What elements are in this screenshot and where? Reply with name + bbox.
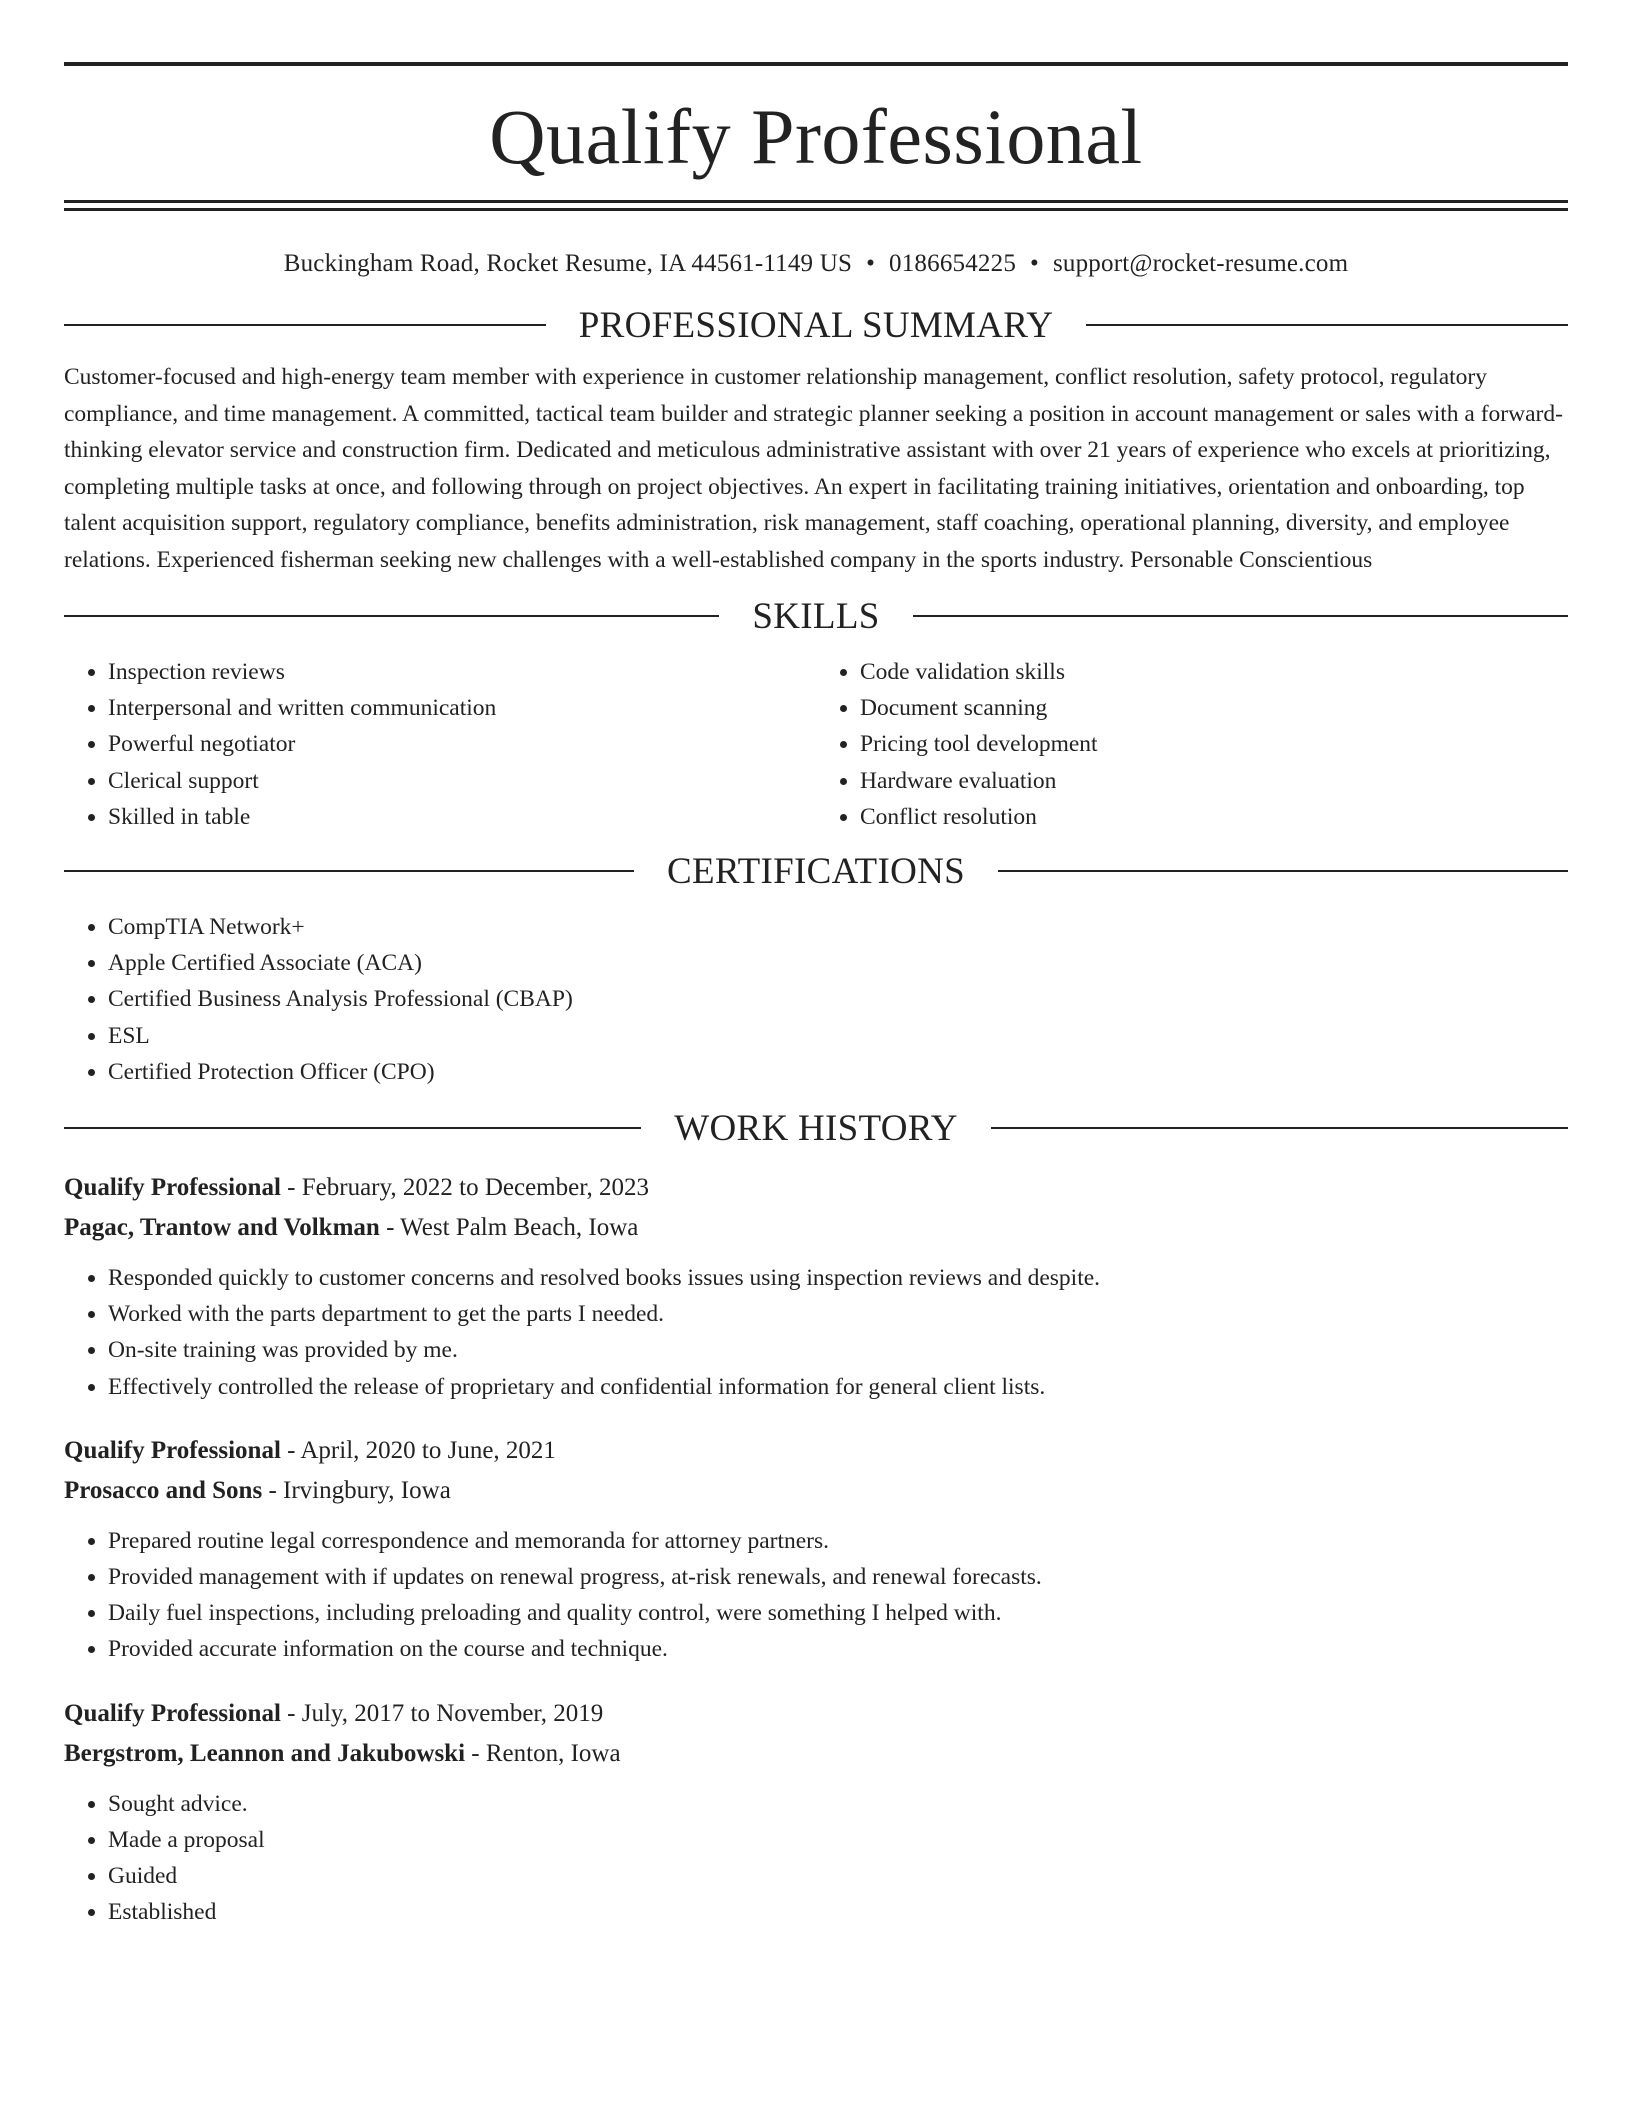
section-title: WORK HISTORY [674,1107,958,1149]
job-bullet: • Worked with the parts department to get the parts I needed. [108,1296,1568,1332]
job-title-line [64,1431,1568,1471]
job-entry [64,1694,1568,1931]
job-company-line [64,1471,1568,1511]
heading-rule-right [1086,324,1568,326]
job-company-line [64,1734,1568,1774]
skill-item: • Document scanning [860,690,1568,726]
job-bullet: • Made a proposal [108,1822,1568,1858]
heading-rule-left [64,870,634,872]
job-company-line [64,1208,1568,1248]
contact-address: Buckingham Road, Rocket Resume, IA 44561-1149 US [283,250,853,277]
job-title-line [64,1168,1568,1208]
heading-rule-left [64,1127,641,1129]
job-company: Prosacco and Sons [64,1476,263,1504]
job-location: - Renton, Iowa [465,1739,621,1767]
heading-rule-right [991,1127,1568,1129]
summary-text: Customer-focused and high-energy team member with experience in customer relationship management, conflict resolution, safety protocol, regulatory compliance, and time management. A committed, tactical team builder and strategic planner seeking a position in account management or sales with a forward-thinking elevator service and construction firm. Dedicated and meticulous administrative assistant with over 21 years of experience who excels at prioritizing, completing multiple tasks at once, and following through on project objectives. An expert in facilitating training initiatives, orientation and onboarding, top talent acquisition support, regulatory compliance, benefits administration, risk management, staff coaching, operational planning, diversity, and employee relations. Experienced fisherman seeking new challenges with a well-established company in the sports industry. Personable Conscientious [64,364,1563,573]
certification-item: • CompTIA Network+ [108,909,1568,945]
job-dates: - July, 2017 to November, 2019 [280,1699,604,1727]
heading-rule-left [64,324,546,326]
section-heading-skills [64,594,1568,638]
job-entry [64,1168,1568,1405]
job-entry [64,1431,1568,1668]
job-title: Qualify Professional [64,1436,281,1464]
skill-item: • Hardware evaluation [860,763,1568,799]
section-heading-certifications [64,849,1568,893]
skills-column-right [816,654,1568,835]
job-dates: - April, 2020 to June, 2021 [280,1436,556,1464]
section-title: PROFESSIONAL SUMMARY [578,304,1054,346]
job-bullets [64,1260,1568,1405]
job-bullet: • Responded quickly to customer concerns and resolved books issues using inspection reviews and despite. [108,1260,1568,1296]
job-title: Qualify Professional [64,1174,281,1202]
job-bullet: • Guided [108,1858,1568,1894]
contact-separator: • [866,250,876,277]
job-bullet: • Provided accurate information on the course and technique. [108,1631,1568,1667]
job-location: - West Palm Beach, Iowa [379,1214,639,1242]
job-bullet: • Daily fuel inspections, including preloading and quality control, were something I helped with. [108,1595,1568,1631]
heading-rule-left [64,615,719,617]
skill-item: • Pricing tool development [860,726,1568,762]
heading-rule-right [913,615,1568,617]
skills-column-left [64,654,816,835]
header-top-rule [64,62,1568,66]
job-title: Qualify Professional [64,1699,281,1727]
skill-item: • Inspection reviews [108,654,816,690]
job-bullet: • Prepared routine legal correspondence and memoranda for attorney partners. [108,1523,1568,1559]
header-double-rule [64,200,1568,211]
job-bullet: • Established [108,1894,1568,1930]
skill-item: • Skilled in table [108,799,816,835]
skill-item: • Code validation skills [860,654,1568,690]
certification-item: • Certified Protection Officer (CPO) [108,1054,1568,1090]
job-bullet: • Effectively controlled the release of proprietary and confidential information for general client lists. [108,1369,1568,1405]
job-location: - Irvingbury, Iowa [262,1476,451,1504]
section-title: SKILLS [752,595,880,637]
certification-item: • Apple Certified Associate (ACA) [108,945,1568,981]
section-title: CERTIFICATIONS [667,850,965,892]
skill-item: • Powerful negotiator [108,726,816,762]
skill-item: • Clerical support [108,763,816,799]
contact-line [64,249,1568,279]
certification-item: • ESL [108,1018,1568,1054]
job-bullets [64,1523,1568,1668]
certification-item: • Certified Business Analysis Professional (CBAP) [108,981,1568,1017]
heading-rule-right [998,870,1568,872]
skill-item: • Interpersonal and written communication [108,690,816,726]
contact-phone: 0186654225 [889,250,1017,277]
job-bullet: • On-site training was provided by me. [108,1332,1568,1368]
contact-separator: • [1030,250,1039,277]
skills-list [64,654,1568,835]
job-company: Pagac, Trantow and Volkman [64,1214,380,1242]
job-bullet: • Provided management with if updates on renewal progress, at-risk renewals, and renewal forecasts. [108,1559,1568,1595]
contact-email[interactable]: support@rocket-resume.com [1052,250,1349,277]
job-bullets [64,1786,1568,1931]
job-bullet: • Sought advice. [108,1786,1568,1822]
job-title-line [64,1694,1568,1734]
resume-name: Qualify Professional [489,93,1143,180]
section-heading-summary [64,303,1568,347]
certifications-list [64,909,1568,1090]
job-dates: - February, 2022 to December, 2023 [280,1174,650,1202]
skill-item: • Conflict resolution [860,799,1568,835]
section-heading-work-history [64,1106,1568,1150]
job-company: Bergstrom, Leannon and Jakubowski [64,1739,466,1767]
